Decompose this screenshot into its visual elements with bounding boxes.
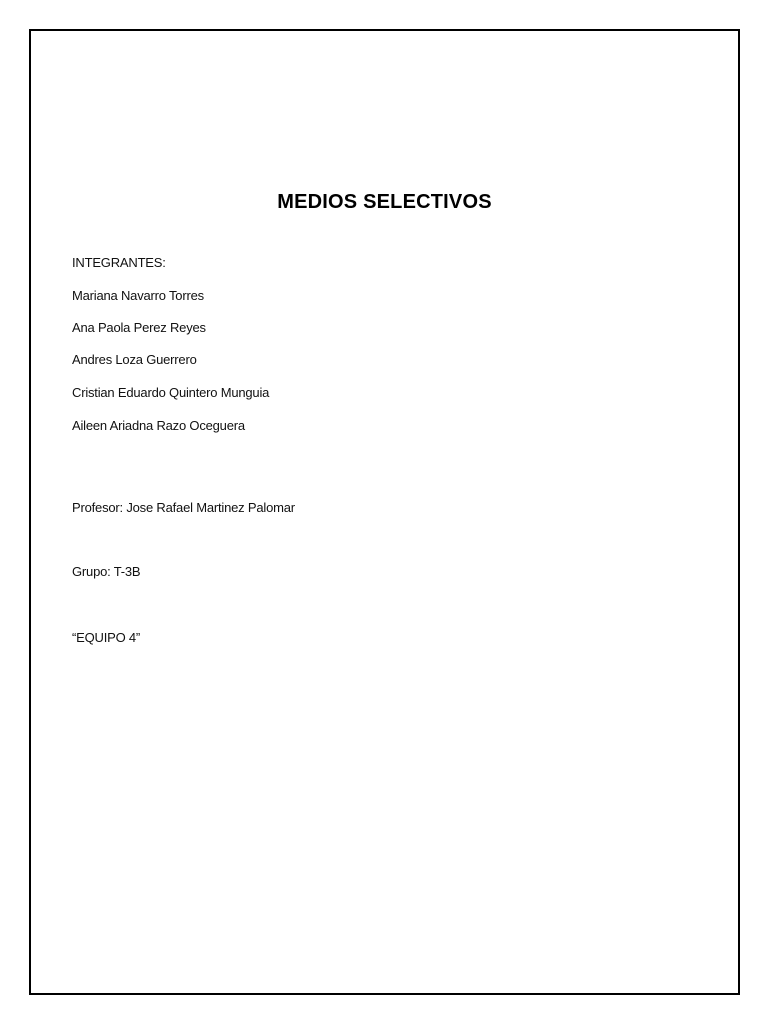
team-line: “EQUIPO 4”: [72, 630, 141, 645]
document-page: [29, 29, 740, 995]
member-name: Cristian Eduardo Quintero Munguia: [72, 385, 270, 400]
member-name: Aileen Ariadna Razo Oceguera: [72, 418, 245, 433]
member-name: Mariana Navarro Torres: [72, 288, 204, 303]
document-title: MEDIOS SELECTIVOS: [277, 191, 492, 213]
group-line: Grupo: T-3B: [72, 564, 141, 579]
members-heading: INTEGRANTES:: [72, 255, 166, 270]
professor-line: Profesor: Jose Rafael Martinez Palomar: [72, 500, 295, 515]
member-name: Ana Paola Perez Reyes: [72, 320, 206, 335]
member-name: Andres Loza Guerrero: [72, 352, 197, 367]
